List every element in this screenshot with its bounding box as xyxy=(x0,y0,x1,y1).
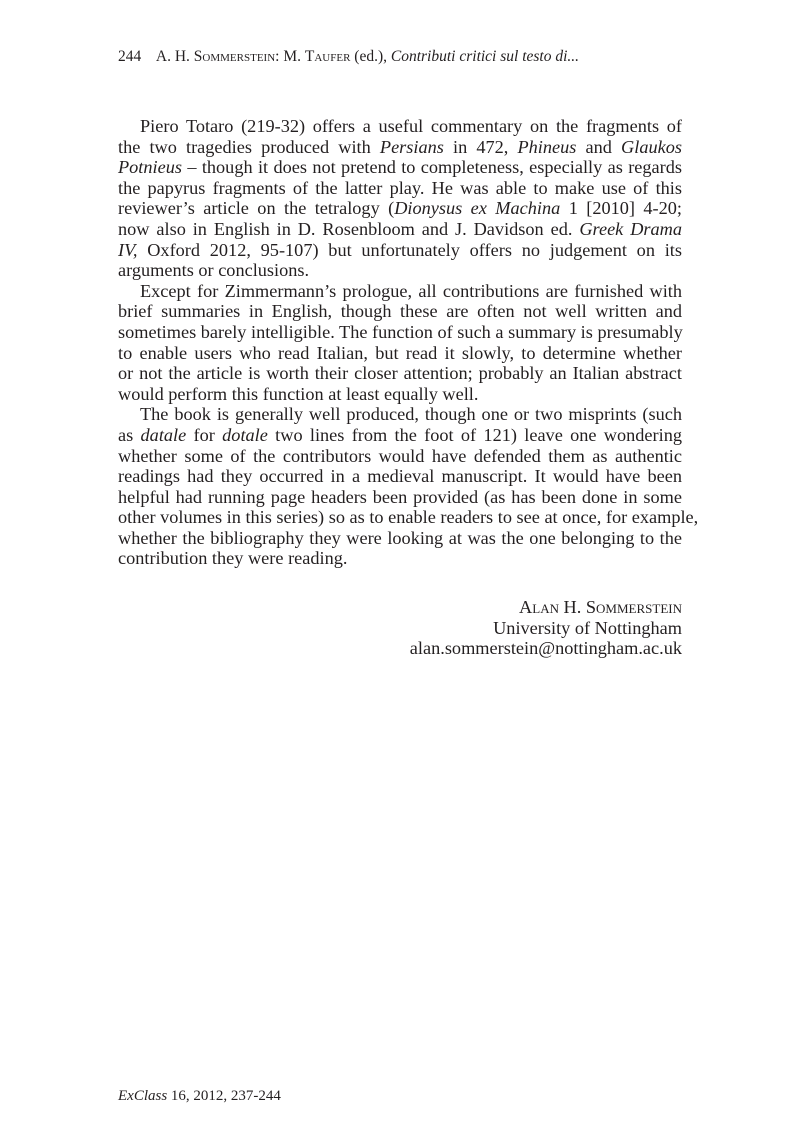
text-segment: sometimes barely intelligible. The function of such a summary is presumably xyxy=(118,321,683,342)
paragraph-1-line xyxy=(118,137,682,158)
paragraph-3-line xyxy=(118,487,682,508)
editor-name: Taufer xyxy=(304,48,351,65)
text-segment: helpful had running page headers been provided (as has been done in some xyxy=(118,486,682,507)
paragraph-2-line xyxy=(118,384,682,405)
italic-text: Potnieus xyxy=(118,157,182,178)
text-segment: arguments or conclusions. xyxy=(118,260,310,281)
text-segment: would perform this function at least equally well. xyxy=(118,383,479,404)
text-segment: or not the article is worth their closer attention; probably an Italian abstract xyxy=(118,363,682,384)
italic-text: Persians xyxy=(379,136,444,157)
text-segment: in 472, xyxy=(443,136,518,157)
text-segment: Piero Totaro (219-32) offers a useful commentary on the fragments of xyxy=(140,116,682,136)
paragraph-2-line xyxy=(118,322,682,343)
text-segment: contribution they were reading. xyxy=(118,548,348,569)
paragraph-3-line xyxy=(118,404,682,425)
paragraph-3-line xyxy=(118,548,682,569)
text-segment: 1 [2010] 4-20; xyxy=(560,198,682,219)
paragraph-3-line xyxy=(118,528,682,549)
text-segment: brief summaries in English, though these are often not well written and xyxy=(118,301,682,322)
paragraph-2-line xyxy=(118,343,682,364)
text-segment: now also in English in D. Rosenbloom and J. Davidson ed. xyxy=(118,218,580,239)
paragraph-1-line xyxy=(118,198,682,219)
text-segment: The book is generally well produced, though one or two misprints (such xyxy=(140,404,682,425)
text-segment: Oxford 2012, 95-107) but unfortunately offers no judgement on its xyxy=(137,239,682,260)
reviewer-initials: A. H. xyxy=(155,48,194,65)
paragraph-1-line xyxy=(118,240,682,261)
page-footer xyxy=(118,1088,281,1105)
text-segment: other volumes in this series) so as to enable readers to see at once, for example, xyxy=(118,507,699,528)
text-segment: whether the bibliography they were looking at was the one belonging to the xyxy=(118,527,682,548)
italic-text: datale xyxy=(140,424,187,445)
review-body xyxy=(118,116,699,569)
signature-email[interactable]: alan.sommerstein@nottingham.ac.uk xyxy=(409,638,682,659)
paragraph-3-line xyxy=(118,507,699,528)
italic-text: Greek Drama xyxy=(579,218,682,239)
signature-name: Alan H. Sommerstein xyxy=(519,597,682,617)
paragraph-1-line xyxy=(118,219,682,240)
italic-text: Dionysus ex Machina xyxy=(394,198,561,219)
reviewer-name: Sommerstein xyxy=(193,48,276,65)
text-segment: for xyxy=(186,424,223,445)
italic-text: IV, xyxy=(118,239,138,260)
text-segment: the papyrus fragments of the latter play. He was able to make use of this xyxy=(118,177,682,198)
signature-affiliation: University of Nottingham xyxy=(493,617,682,638)
signature-block xyxy=(410,597,682,659)
header-separator: : xyxy=(275,48,284,65)
text-segment: readings had they occurred in a medieval manuscript. It would have been xyxy=(118,466,682,487)
page-number: 244 xyxy=(118,48,142,65)
text-segment: reviewer’s article on the tetralogy ( xyxy=(118,198,395,219)
paragraph-2-line xyxy=(118,281,682,302)
editor-initial: M. xyxy=(283,48,305,65)
italic-text: Glaukos xyxy=(621,136,682,157)
running-header xyxy=(118,48,579,66)
text-segment: Except for Zimmermann’s prologue, all contributions are furnished with xyxy=(140,280,682,301)
journal-citation: 16, 2012, 237-244 xyxy=(167,1088,281,1104)
journal-name: ExClass xyxy=(118,1088,168,1104)
paragraph-3-line xyxy=(118,466,682,487)
paragraph-1-line xyxy=(118,157,682,178)
text-segment: two lines from the foot of 121) leave one wondering xyxy=(267,424,682,445)
paragraph-3-line xyxy=(118,446,682,467)
paragraph-2-line xyxy=(118,301,682,322)
text-segment: to enable users who read Italian, but read it slowly, to determine whether xyxy=(118,342,682,363)
text-segment: the two tragedies produced with xyxy=(118,136,380,157)
text-segment: – though it does not pretend to completeness, especially as regards xyxy=(181,157,682,178)
paragraph-1-line xyxy=(118,116,682,137)
italic-text: Phineus xyxy=(517,136,577,157)
text-segment: and xyxy=(576,136,622,157)
text-segment: whether some of the contributors would have defended them as authentic xyxy=(118,445,682,466)
paragraph-1-line xyxy=(118,260,682,281)
text-segment: as xyxy=(118,424,141,445)
paragraph-1-line xyxy=(118,178,682,199)
paragraph-3-line xyxy=(118,425,682,446)
italic-text: dotale xyxy=(222,424,268,445)
book-title: Contributi critici sul testo di... xyxy=(390,48,580,65)
paragraph-2-line xyxy=(118,363,682,384)
editor-label: (ed.), xyxy=(350,48,391,65)
